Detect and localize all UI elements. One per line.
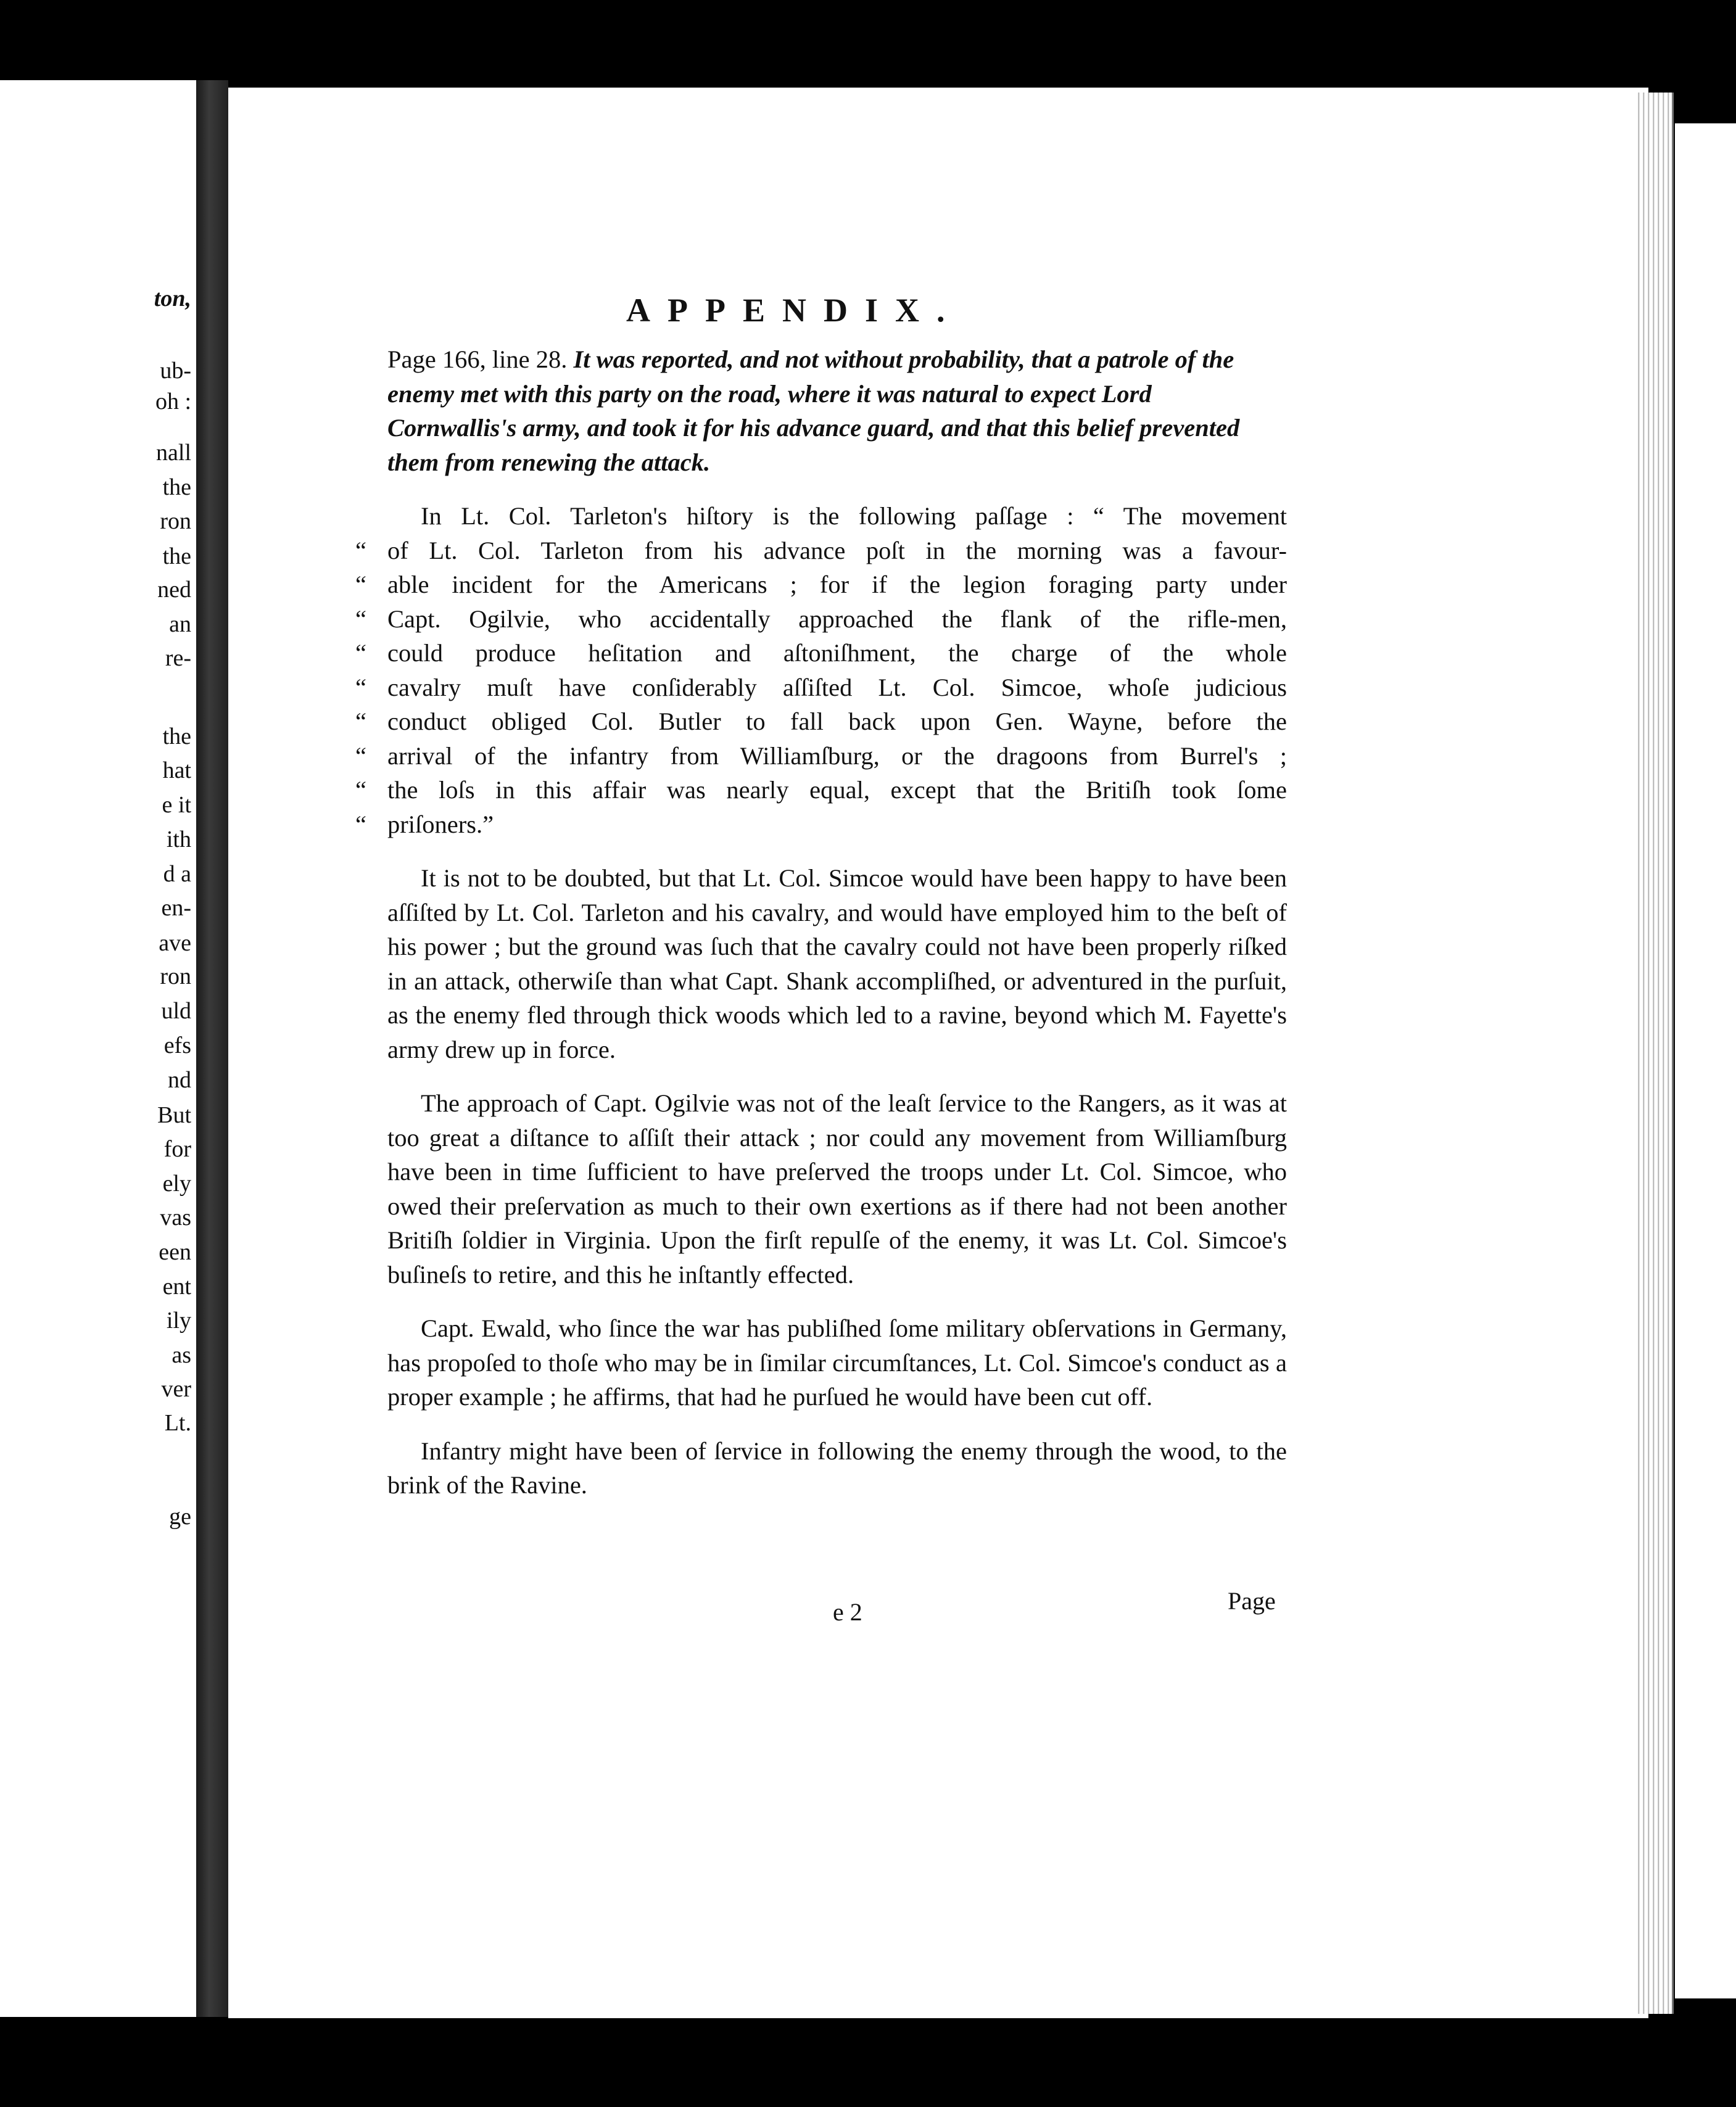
facing-page-fragment: the [162,724,191,749]
quote-mark: “ [355,604,366,633]
facing-page-fragment: d a [163,861,191,887]
facing-page-fragment: ron [160,963,191,989]
paragraph: It is not to be doubted, but that Lt. Col. Simcoe would have been happy to have been aſſiſted by Lt. Col. Tarleton and his cavalry, and would have employed him to the beſt of his power ; but the ground was ſuch that the cavalry could not have been properly riſked in an attack, otherwiſe than what Capt. Shank accompliſhed, or adventured in the purſuit, as the enemy fled through thick woods which led to a ravine, beyond which M. Fayette's army drew up in force. [387,864,1287,1063]
facing-page-fragment: an [169,611,191,637]
facing-page-fragment: Lt. [164,1410,191,1436]
quote-block [355,499,1287,841]
note-reference: Page 166, line 28. [387,345,568,373]
quote-line-text: priſoners.” [387,810,494,838]
quote-line [355,636,1287,670]
quote-line-text: could produce heſitation and aſtoniſhment, the charge of the whole [387,639,1287,667]
quote-line-text: cavalry muſt have conſiderably aſſiſted Lt. Col. Simcoe, whoſe judicious [387,673,1287,701]
paragraph: The approach of Capt. Ogilvie was not of the leaſt ſervice to the Rangers, as it was at too great a diſtance to aſſiſt their attack ; nor could any movement from Williamſburg have been in time ſufficient to have preſerved the troops under Lt. Col. Simcoe, who owed their preſervation as much to their own exertions as if there had not been another Britiſh ſoldier in Virginia. Upon the firſt repulſe of the enemy, it was Lt. Col. Simcoe's buſineſs to retire, and this he inſtantly effected. [387,1089,1287,1289]
quote-mark: “ [355,741,366,770]
facing-page-fragment: But [157,1102,191,1128]
quote-line [355,602,1287,637]
footnote-reference-block [387,342,1287,479]
quote-line-text: arrival of the infantry from Williamſburg, or the dragoons from Burrel's ; [387,741,1287,770]
facing-page-fragment: oh : [155,389,191,414]
quote-mark: “ [355,776,366,804]
facing-page-fragment: e it [162,792,191,818]
facing-page-fragment: ily [166,1308,191,1334]
quote-line-text: able incident for the Americans ; for if the legion foraging party under [387,571,1287,598]
facing-page-fragment: re- [165,645,191,671]
facing-page-fragment: vas [160,1205,191,1231]
facing-page-fragment: for [163,1136,191,1162]
quote-mark: “ [355,673,366,701]
facing-page [0,80,196,2017]
facing-page-fragment: the [162,474,191,500]
facing-page-fragment: ver [161,1376,191,1402]
facing-page-fragment: ely [162,1171,191,1197]
quote-mark: “ [355,639,366,667]
quote-mark: “ [355,707,366,735]
facing-page-fragment: ge [169,1504,191,1530]
page-edges [1635,93,1674,2014]
facing-page-fragment: ub- [160,358,191,384]
facing-page-fragment: as [172,1342,191,1368]
signature-mark: e 2 [833,1598,862,1626]
facing-page-fragment: nall [156,440,191,466]
facing-page-fragment: the [162,543,191,569]
quote-line [355,773,1287,807]
quote-line [355,534,1287,568]
quote-line-text: conduct obliged Col. Butler to fall back upon Gen. Wayne, before the [387,707,1287,735]
facing-page-fragment: ned [157,577,191,603]
facing-page-fragment: ton, [154,286,191,311]
facing-page-fragment: uld [161,998,191,1024]
quote-line [355,670,1287,705]
paragraph: Infantry might have been of ſervice in following the enemy through the wood, to the brink of the Ravine. [387,1437,1287,1499]
quote-line [355,567,1287,602]
facing-page-fragment: ave [159,930,191,956]
facing-page-fragment: een [159,1239,191,1265]
quote-mark: “ [355,571,366,598]
page-body [355,342,1287,1522]
quote-line [355,704,1287,739]
quote-line-text: of Lt. Col. Tarleton from his advance poſt in the morning was a favour- [387,536,1287,564]
facing-page-fragment: nd [168,1067,191,1093]
quote-intro: In Lt. Col. Tarleton's hiſtory is the following paſſage : “ The movement [421,502,1287,530]
book-gutter [196,80,228,2017]
quote-mark: “ [355,810,366,838]
page-title: APPENDIX. [626,292,962,329]
quote-line-text: the loſs in this affair was nearly equal, except that the Britiſh took ſome [387,776,1287,804]
facing-page-fragment: ith [166,827,191,852]
facing-page-fragment: ent [162,1274,191,1300]
note-text: It was reported, and not without probability, that a patrole of the enemy met with this party on the road, where it was natural to expect Lord Cornwallis's army, and took it for his advance guard, and that this belief prevented them from renewing the attack. [387,345,1240,476]
facing-page-fragment: efs [163,1033,191,1058]
facing-page-fragment: ron [160,508,191,534]
quote-lines [355,534,1287,842]
facing-page-fragment: hat [162,757,191,783]
facing-page-fragment: en- [161,895,191,921]
quote-line [355,739,1287,773]
quote-line [355,807,1287,842]
quote-line-text: Capt. Ogilvie, who accidentally approached the flank of the rifle-men, [387,604,1287,633]
right-margin-card [1675,123,1736,1998]
catchword: Page [1228,1587,1276,1615]
paragraph: Capt. Ewald, who ſince the war has publiſhed ſome military obſervations in Germany, has propoſed to thoſe who may be in ſimilar circumſtances, Lt. Col. Simcoe's conduct as a proper example ; he affirms, that had he purſued he would have been cut off. [387,1314,1287,1411]
quote-mark: “ [355,536,366,564]
